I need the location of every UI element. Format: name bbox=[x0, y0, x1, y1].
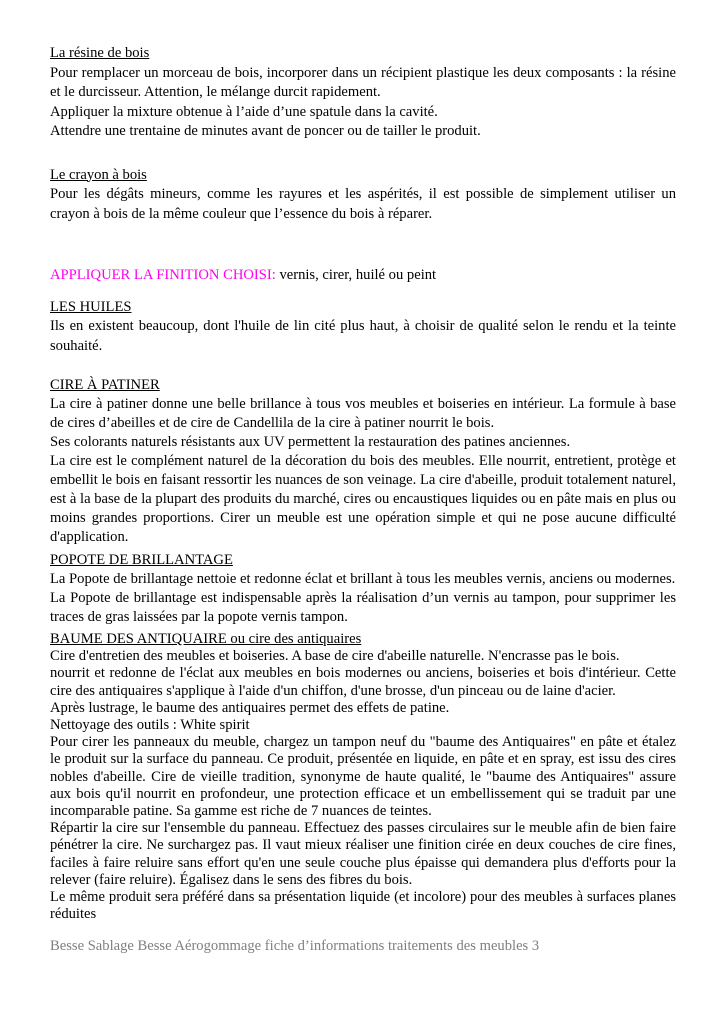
paragraph: Attendre une trentaine de minutes avant de poncer ou de tailler le produit. bbox=[50, 123, 481, 139]
paragraph: La cire est le complément naturel de la décoration du bois des meubles. Elle nourrit, entretient, protège et embellit le bois en faisant ressortir les nuances de son veinage. La cire d'abeille, produit totalement naturel, est à la base de la plupart des produits du marché, cires ou encaustiques liquides ou en pâte mais en plus ou moins grandes proportions. Cirer un meuble est une opération simple et qui ne pose aucune difficulté d'application. bbox=[50, 453, 676, 545]
paragraph: Répartir la cire sur l'ensemble du panneau. Effectuez des passes circulaires sur le meuble afin de bien faire pénétrer la cire. Ne surchargez pas. Il vaut mieux réaliser une finition cirée en deux couches de cire fines, faciles à faire reluire sans effort qu'en une seule couche plus épaisse qui demandera plus d'efforts pour la relever (faire reluire). Égalisez dans le sens des fibres du bois. bbox=[50, 820, 676, 888]
section-cire-a-patiner bbox=[50, 376, 676, 547]
section-crayon-a-bois bbox=[50, 166, 676, 225]
paragraph: Pour cirer les panneaux du meuble, chargez un tampon neuf du "baume des Antiquaires" en pâte et étalez le produit sur la surface du panneau. Ce produit, présentée en liquide, en pâte et en spray, est issu des cires nobles d'abeille. Cire de vieille tradition, synonyme de haute qualité, le "baume des Antiquaires" assure aux bois qu'il nourrit en profondeur, une protection efficace et un embellissement qui se traduit par une incomparable patine. Sa gamme est riche de 7 nuances de teintes. bbox=[50, 734, 676, 820]
section-heading: BAUME DES ANTIQUAIRE ou cire des antiquaires bbox=[50, 631, 362, 647]
paragraph: La Popote de brillantage nettoie et redonne éclat et brillant à tous les meubles vernis, anciens ou modernes. bbox=[50, 571, 676, 587]
paragraph: Pour remplacer un morceau de bois, incorporer dans un récipient plastique les deux composants : la résine et le durcisseur. Attention, le mélange durcit rapidement. bbox=[50, 64, 676, 100]
section-les-huiles bbox=[50, 298, 676, 357]
paragraph: nourrit et redonne de l'éclat aux meubles en bois modernes ou anciens, boiseries et bois d'intérieur. Cette cire des antiquaires s'applique à l'aide d'un chiffon, d'une brosse, d'un pinceau ou de laine d'acier. bbox=[50, 665, 676, 699]
section-heading: La résine de bois bbox=[50, 45, 150, 61]
finition-line bbox=[50, 266, 676, 286]
paragraph: Après lustrage, le baume des antiquaires permet des effets de patine. bbox=[50, 699, 450, 716]
section-popote-de-brillantage bbox=[50, 551, 676, 627]
paragraph: Cire d'entretien des meubles et boiseries. A base de cire d'abeille naturelle. N'encrasse pas le bois. bbox=[50, 648, 620, 665]
section-appliquer-finition bbox=[50, 266, 676, 286]
finition-highlight: APPLIQUER LA FINITION CHOISI: bbox=[50, 267, 276, 283]
section-heading: POPOTE DE BRILLANTAGE bbox=[50, 552, 233, 568]
section-resine-de-bois bbox=[50, 44, 676, 142]
paragraph: Appliquer la mixture obtenue à l’aide d’une spatule dans la cavité. bbox=[50, 103, 438, 120]
paragraph: La cire à patiner donne une belle brillance à tous vos meubles et boiseries en intérieur. La formule à base de cires d’abeilles et de cire de Candellila de la cire à patiner nourrit le bois. bbox=[50, 396, 676, 431]
paragraph: La Popote de brillantage est indispensable après la réalisation d’un vernis au tampon, pour supprimer les traces de gras laissées par la popote vernis tampon. bbox=[50, 590, 676, 625]
section-heading: LES HUILES bbox=[50, 298, 132, 315]
paragraph: Nettoyage des outils : White spirit bbox=[50, 717, 250, 734]
paragraph: Ses colorants naturels résistants aux UV permettent la restauration des patines anciennes. bbox=[50, 434, 571, 450]
paragraph: Pour les dégâts mineurs, comme les rayures et les aspérités, il est possible de simplement utiliser un crayon à bois de la même couleur que l’essence du bois à réparer. bbox=[50, 186, 676, 222]
section-heading: Le crayon à bois bbox=[50, 166, 147, 183]
footer-text: Besse Sablage Besse Aérogommage fiche d’informations traitements des meubles 3 bbox=[50, 938, 540, 955]
section-baume-des-antiquaires bbox=[50, 631, 676, 923]
page-footer bbox=[50, 937, 676, 956]
paragraph: Ils en existent beaucoup, dont l'huile de lin cité plus haut, à choisir de qualité selon le rendu et la teinte souhaité. bbox=[50, 318, 676, 354]
paragraph: Le même produit sera préféré dans sa présentation liquide (et incolore) pour des meubles à surfaces planes réduites bbox=[50, 889, 676, 923]
section-heading: CIRE À PATINER bbox=[50, 377, 160, 393]
finition-rest: vernis, cirer, huilé ou peint bbox=[275, 267, 437, 283]
